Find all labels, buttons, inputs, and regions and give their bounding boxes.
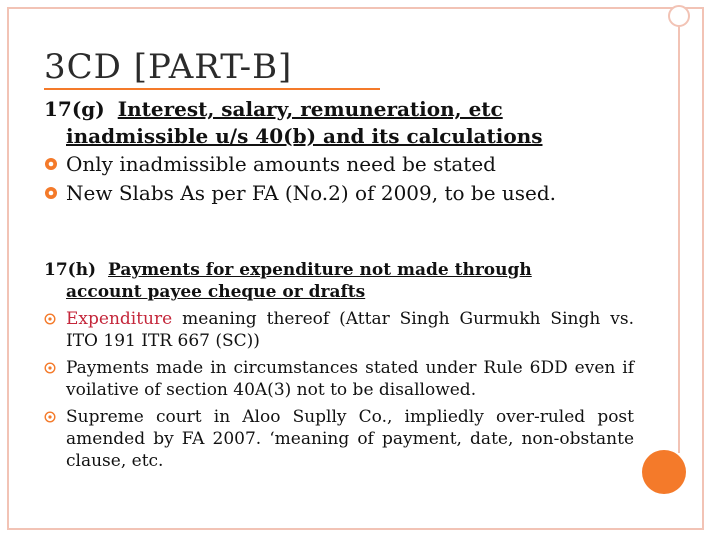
gear-bullet-icon (44, 157, 58, 171)
section-number: 17(h) (44, 260, 97, 280)
section-heading-line1: Interest, salary, remuneration, etc (117, 97, 503, 121)
bullet-item (44, 179, 644, 208)
section-17g (44, 96, 644, 208)
bullet-item (44, 308, 634, 352)
gear-outline-bullet-icon (44, 313, 56, 325)
gear-bullet-icon (44, 186, 58, 200)
section-heading-line2: inadmissible u/s 40(b) and its calculations (66, 124, 543, 148)
section-number: 17(g) (44, 97, 105, 121)
gear-outline-bullet-icon (44, 411, 56, 423)
bullet-text: New Slabs As per FA (No.2) of 2009, to be used. (66, 181, 557, 205)
slide-title: 3CD [PART-B] (44, 47, 293, 87)
bullet-item (44, 406, 634, 472)
bullet-item (44, 150, 644, 179)
highlight-term: Expenditure (66, 309, 173, 329)
section-heading-line2: account payee cheque or drafts (66, 282, 366, 302)
gear-outline-bullet-icon (44, 362, 56, 374)
section-17h (44, 259, 634, 472)
bullet-item (44, 357, 634, 401)
title-underline (44, 88, 380, 90)
decorative-orange-circle (642, 450, 686, 494)
section-heading-cont (44, 123, 644, 150)
section-heading (44, 259, 634, 281)
bullet-text: Supreme court in Aloo Suplly Co., impliedly over-ruled post amended by FA 2007. ‘meaning of payment, date, non-obstante clause, etc. (66, 407, 634, 471)
decorative-ring (668, 5, 690, 27)
section-heading-cont (44, 281, 634, 303)
section-heading-line1: Payments for expenditure not made through (108, 260, 532, 280)
decorative-vertical-line (678, 7, 680, 453)
bullet-text: Only inadmissible amounts need be stated (66, 152, 496, 176)
bullet-text: Payments made in circumstances stated under Rule 6DD even if voilative of section 40A(3) not to be disallowed. (66, 358, 634, 400)
section-heading (44, 96, 644, 123)
bullet-text: meaning thereof (Attar Singh Gurmukh Singh vs. ITO 191 ITR 667 (SC)) (66, 309, 634, 351)
